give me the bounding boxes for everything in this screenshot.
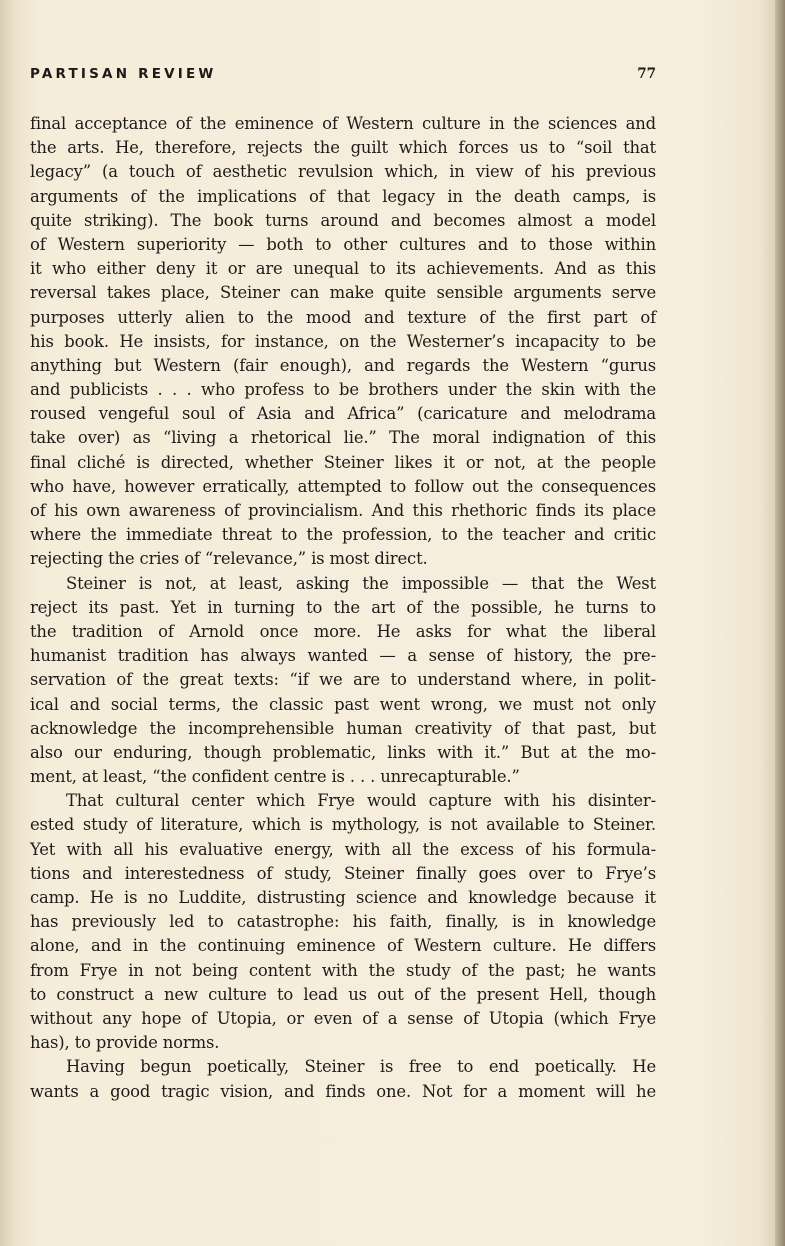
text-line: tions and interestedness of study, Steiner finally goes over to Frye’s — [30, 863, 656, 883]
text-line: to construct a new culture to lead us out of the present Hell, though — [30, 984, 656, 1004]
text-line: without any hope of Utopia, or even of a sense of Utopia (which Frye — [30, 1008, 656, 1028]
text-line: ested study of literature, which is mythology, is not available to Steiner. — [30, 815, 656, 835]
text-line: arguments of the implications of that legacy in the death camps, is — [30, 186, 656, 206]
text-line: reversal takes place, Steiner can make quite sensible arguments serve — [30, 283, 656, 303]
text-line: and publicists . . . who profess to be brothers under the skin with the — [30, 380, 656, 400]
text-line: final acceptance of the eminence of Western culture in the sciences and — [30, 114, 656, 133]
running-header — [30, 66, 656, 88]
text-line: where the immediate threat to the profession, to the teacher and critic — [30, 525, 656, 545]
text-line: also our enduring, though problematic, links with it.” But at the mo- — [30, 742, 656, 762]
paragraph — [30, 112, 656, 572]
text-line: the arts. He, therefore, rejects the guilt which forces us to “soil that — [30, 138, 656, 158]
text-line: has previously led to catastrophe: his faith, finally, is in knowledge — [30, 912, 656, 932]
text-line: who have, however erratically, attempted to follow out the consequences — [30, 476, 656, 496]
paragraph — [30, 789, 656, 1055]
text-line: from Frye in not being content with the study of the past; he wants — [30, 960, 656, 980]
paragraph — [30, 572, 656, 790]
text-line: reject its past. Yet in turning to the art of the possible, he turns to — [30, 597, 656, 617]
text-line: acknowledge the incomprehensible human creativity of that past, but — [30, 718, 656, 738]
text-line: That cultural center which Frye would capture with his disinter- — [66, 791, 656, 811]
text-line: of Western superiority — both to other cultures and to those within — [30, 234, 656, 254]
text-line: ment, at least, “the confident centre is . . . unrecapturable.” — [30, 767, 520, 787]
text-line: Steiner is not, at least, asking the impossible — that the West — [66, 573, 656, 593]
text-line: Yet with all his evaluative energy, with all the excess of his formula- — [30, 839, 656, 859]
text-line: wants a good tragic vision, and finds one. Not for a moment will he — [30, 1081, 656, 1101]
text-line: humanist tradition has always wanted — a sense of history, the pre- — [30, 646, 656, 666]
text-line: Having begun poetically, Steiner is free to end poetically. He — [66, 1057, 656, 1077]
text-line: camp. He is no Luddite, distrusting science and knowledge because it — [30, 888, 656, 907]
paragraph — [30, 1055, 656, 1103]
text-line: has), to provide norms. — [30, 1033, 220, 1053]
text-line: the tradition of Arnold once more. He asks for what the liberal — [30, 621, 656, 641]
text-line: rejecting the cries of “relevance,” is most direct. — [30, 549, 428, 569]
text-line: take over) as “living a rhetorical lie.” The moral indignation of this — [30, 428, 656, 448]
text-line: of his own awareness of provincialism. And this rhethoric finds its place — [30, 501, 656, 520]
text-line: roused vengeful soul of Asia and Africa” (caricature and melodrama — [30, 404, 656, 424]
text-line: final cliché is directed, whether Steiner likes it or not, at the people — [30, 452, 656, 472]
text-line: legacy” (a touch of aesthetic revulsion which, in view of his previous — [30, 162, 656, 182]
text-line: his book. He insists, for instance, on the Westerner’s incapacity to be — [30, 331, 656, 351]
body-text — [30, 112, 656, 1104]
text-line: alone, and in the continuing eminence of Western culture. He differs — [30, 936, 656, 956]
text-line: anything but Western (fair enough), and regards the Western “gurus — [30, 355, 656, 375]
text-line: servation of the great texts: “if we are to understand where, in polit- — [30, 670, 656, 690]
text-line: purposes utterly alien to the mood and texture of the first part of — [30, 307, 656, 327]
journal-title: PARTISAN REVIEW — [30, 66, 217, 82]
text-line: it who either deny it or are unequal to its achievements. And as this — [30, 259, 656, 279]
text-line: ical and social terms, the classic past went wrong, we must not only — [30, 694, 656, 714]
page-edge-shadow — [775, 0, 785, 1246]
page-number: 77 — [637, 66, 656, 82]
text-line: quite striking). The book turns around and becomes almost a model — [30, 210, 656, 230]
